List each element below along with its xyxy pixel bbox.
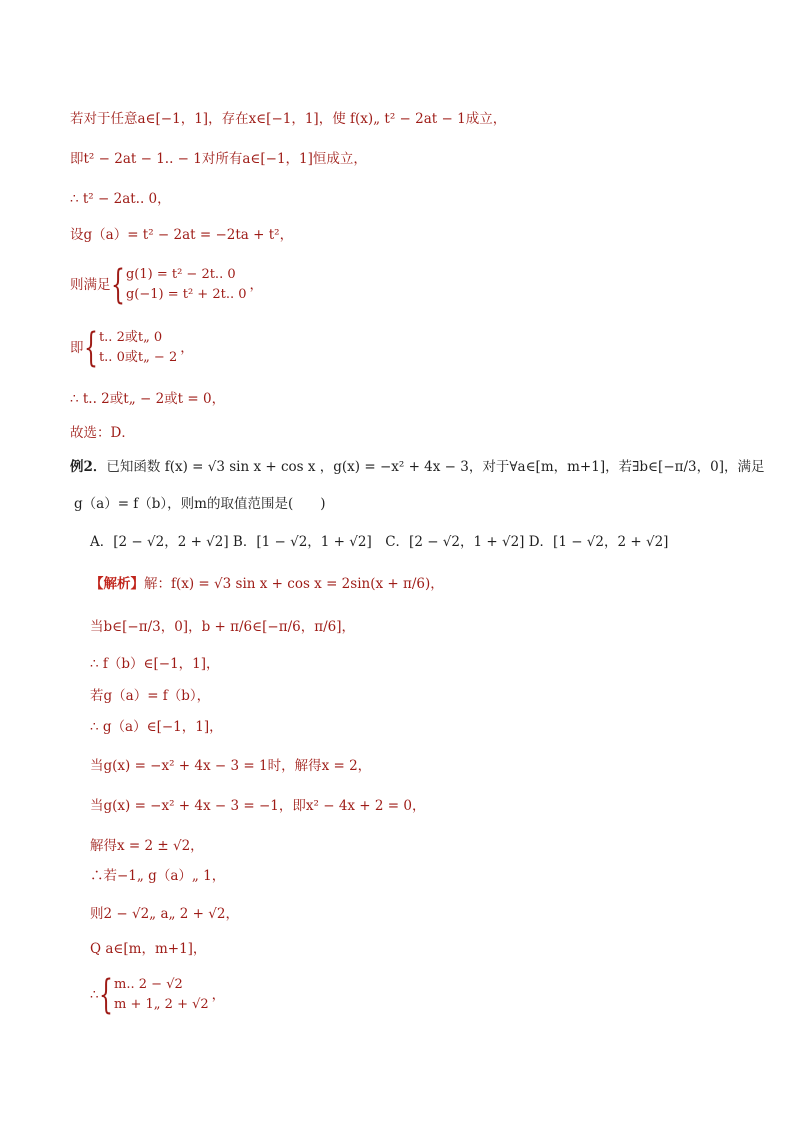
system-3-stack: [114, 976, 209, 1014]
example-2-stem-line2: g（a）= f（b），则m的取值范围是( ): [74, 496, 326, 512]
line-1: 若对于任意a∈[−1，1]，存在x∈[−1，1]，使 f(x)„ t² − 2at − 1成立，: [70, 111, 507, 127]
system-1: [70, 262, 263, 308]
system-1-stack: [126, 266, 247, 304]
system-3-eq1: m.. 2 − √2: [114, 977, 183, 992]
solution-line-5: ∴ g（a）∈[−1，1]，: [90, 719, 223, 735]
system-3: [90, 972, 226, 1018]
system-2-prefix: 即: [70, 340, 84, 356]
line-7: ∴ t.. 2或t„ − 2或t = 0，: [70, 391, 226, 407]
system-2-stack: [99, 329, 177, 367]
brace: {: [110, 262, 125, 308]
solution-line-7: 当g(x) = −x² + 4x − 3 = −1，即x² − 4x + 2 = 0，: [90, 798, 426, 814]
solution-line-4: 若g（a）= f（b），: [90, 688, 211, 704]
system-1-tail: ，: [249, 277, 263, 293]
example-label: 例2．: [70, 459, 107, 475]
solution-line-1: [90, 575, 444, 593]
system-2-eq2: t.. 0或t„ − 2: [98, 350, 178, 365]
analysis-tag: 【解析】: [90, 576, 144, 592]
solution-line-8: 解得x = 2 ± √2，: [90, 838, 204, 854]
solution-line-6: 当g(x) = −x² + 4x − 3 = 1时，解得x = 2，: [90, 758, 372, 774]
line-3: ∴ t² − 2at.. 0，: [70, 191, 171, 207]
brace: {: [83, 325, 98, 371]
system-2-tail: ，: [180, 340, 194, 356]
line-2: 即t² − 2at − 1.. − 1对所有a∈[−1，1]恒成立，: [70, 151, 367, 167]
system-1-eq1: g(1) = t² − 2t.. 0: [125, 267, 236, 282]
system-1-eq2: g(−1) = t² + 2t.. 0: [125, 287, 247, 302]
system-3-eq2: m + 1„ 2 + √2: [114, 997, 209, 1012]
solution-line-11: Q a∈[m，m+1]，: [90, 941, 207, 957]
solution-line-2: 当b∈[−π/3，0]，b + π/6∈[−π/6，π/6]，: [90, 619, 355, 635]
options-line: A．[2 − √2，2 + √2] B．[1 − √2，1 + √2] C．[2 − √2，1 + √2] D．[1 − √2，2 + √2]: [90, 534, 669, 550]
answer-line: 故选：D．: [70, 425, 135, 441]
solution-s1: 解：f(x) = √3 sin x + cos x = 2sin(x + π/6)，: [144, 576, 444, 592]
system-1-prefix: 则满足: [70, 277, 111, 293]
system-2: [70, 325, 194, 371]
solution-line-10: 则2 − √2„ a„ 2 + √2，: [90, 906, 239, 922]
example-2-stem-line1: [70, 458, 765, 476]
system-3-tail: ，: [211, 987, 226, 1003]
brace: {: [98, 972, 113, 1018]
solution-line-9: ∴若−1„ g（a）„ 1，: [90, 868, 226, 884]
system-3-prefix: ∴: [90, 987, 99, 1003]
example-stem: 已知函数 f(x) = √3 sin x + cos x ，g(x) = −x² + 4x − 3，对于∀a∈[m，m+1]，若∃b∈[−π/3，0]，满足: [106, 459, 765, 475]
system-2-eq1: t.. 2或t„ 0: [98, 330, 163, 345]
solution-line-3: ∴ f（b）∈[−1，1]，: [90, 656, 220, 672]
line-4: 设g（a）= t² − 2at = −2ta + t²，: [70, 227, 294, 243]
